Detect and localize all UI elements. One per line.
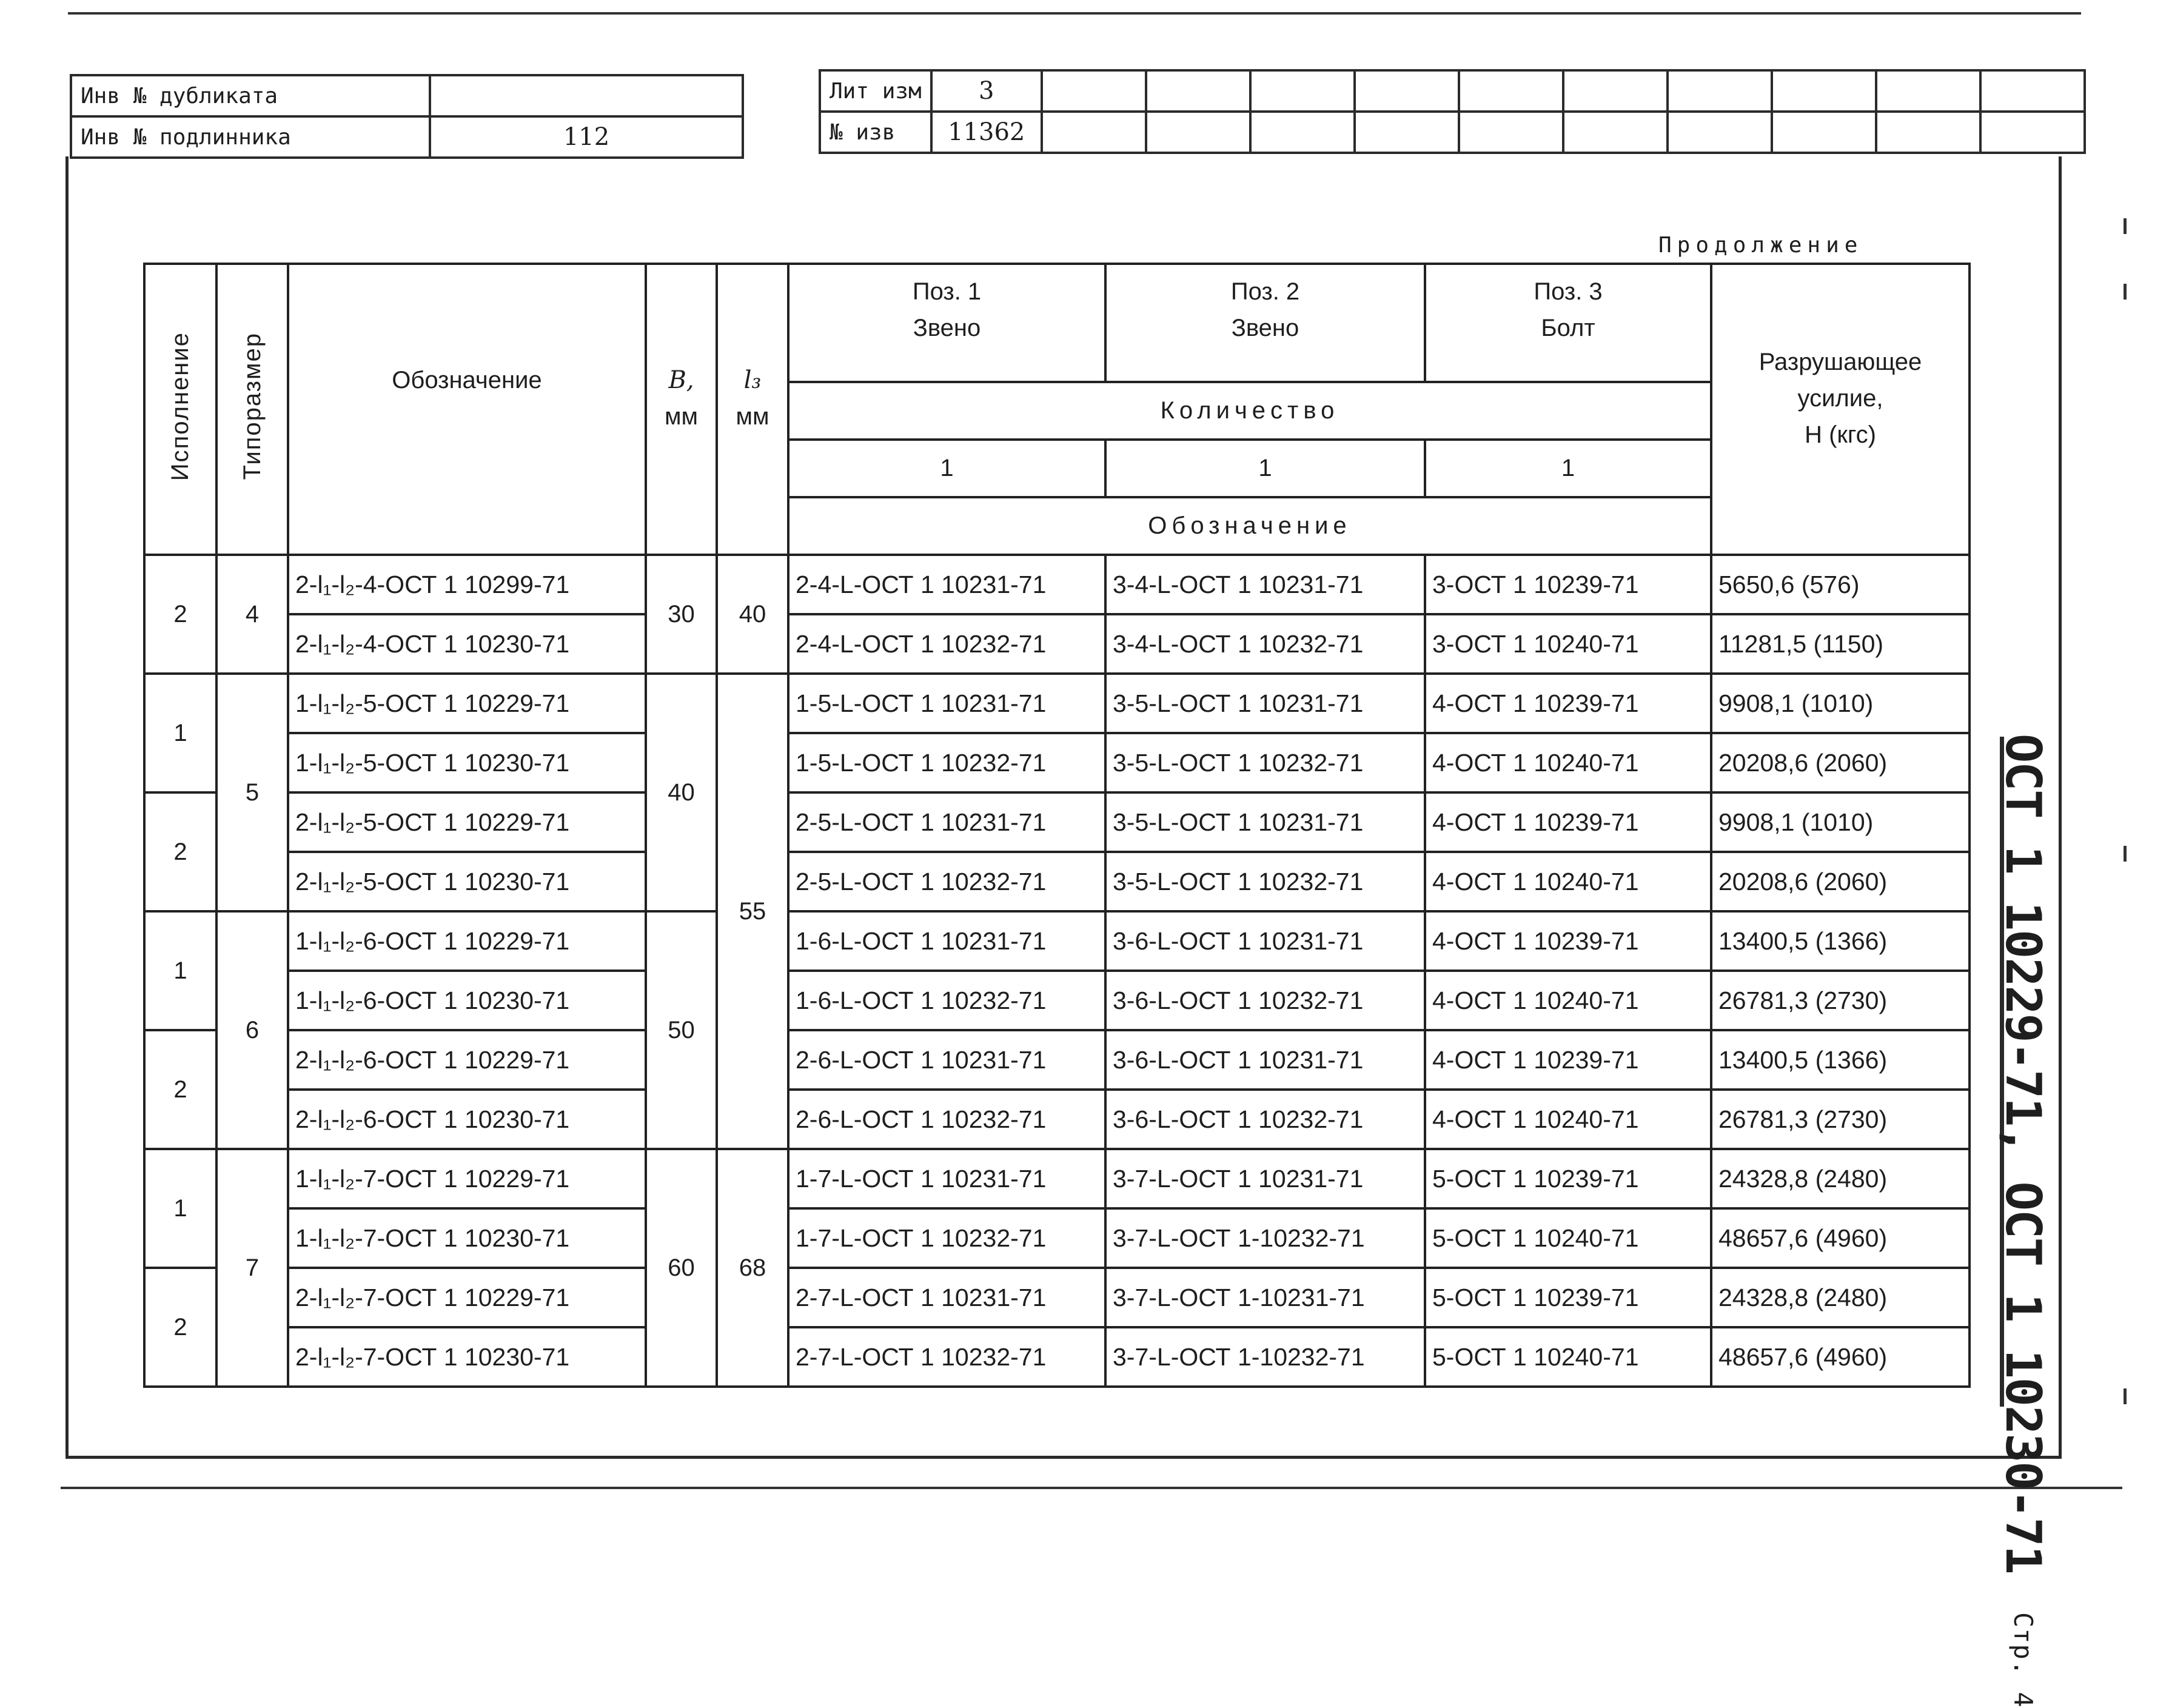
header-pos2 <box>1105 264 1425 382</box>
header-ispolnenie <box>144 264 216 555</box>
header-designation-sub: Обозначение <box>788 497 1711 555</box>
stamp-label: № изв <box>820 112 931 153</box>
cell-pos3: 4-ОСТ 1 10239-71 <box>1425 792 1711 852</box>
cell-force: 9908,1 (1010) <box>1711 792 1970 852</box>
stamp-empty-cell <box>1876 70 1980 112</box>
cell-pos3: 4-ОСТ 1 10239-71 <box>1425 674 1711 733</box>
stamp-label: Лит изм <box>820 70 931 112</box>
cell-designation: 2-l₁-l₂-5-ОСТ 1 10230-71 <box>288 852 646 911</box>
specification-table <box>143 263 1971 1388</box>
cell-pos2: 3-4-L-ОСТ 1 10232-71 <box>1105 614 1425 674</box>
stamp-row-lit <box>820 70 2085 112</box>
cell-force: 9908,1 (1010) <box>1711 674 1970 733</box>
stamp-empty-cell <box>1668 112 1772 153</box>
cell-force: 20208,6 (2060) <box>1711 852 1970 911</box>
header-pos3-title: Поз. 3 <box>1534 278 1603 305</box>
margin-tick <box>2124 846 2127 862</box>
header-qty3: 1 <box>1425 440 1711 497</box>
stamp-left <box>70 74 744 159</box>
cell-b: 30 <box>646 555 717 674</box>
cell-pos2: 3-7-L-ОСТ 1-10232-71 <box>1105 1327 1425 1387</box>
cell-force: 48657,6 (4960) <box>1711 1208 1970 1268</box>
stamp-right <box>819 69 2086 154</box>
cell-pos1: 2-5-L-ОСТ 1 10232-71 <box>788 852 1105 911</box>
header-l3 <box>717 264 788 555</box>
header-quantity: Количество <box>788 382 1711 440</box>
header-pos1 <box>788 264 1105 382</box>
cell-designation: 2-l₁-l₂-5-ОСТ 1 10229-71 <box>288 792 646 852</box>
cell-pos2: 3-6-L-ОСТ 1 10231-71 <box>1105 1030 1425 1090</box>
cell-force: 20208,6 (2060) <box>1711 733 1970 792</box>
table-row <box>144 852 1970 911</box>
cell-designation: 1-l₁-l₂-6-ОСТ 1 10229-71 <box>288 911 646 971</box>
header-tiporazmer-label: Типоразмер <box>238 332 266 480</box>
cell-pos2: 3-6-L-ОСТ 1 10231-71 <box>1105 911 1425 971</box>
stamp-row-original <box>71 116 743 158</box>
stamp-empty-cell <box>1772 70 1876 112</box>
header-pos2-name: Звено <box>1231 315 1299 341</box>
cell-pos1: 2-6-L-ОСТ 1 10231-71 <box>788 1030 1105 1090</box>
cell-ispolnenie: 2 <box>144 1030 216 1149</box>
cell-pos3: 5-ОСТ 1 10239-71 <box>1425 1149 1711 1208</box>
stamp-empty-cell <box>1459 112 1563 153</box>
cell-pos1: 1-6-L-ОСТ 1 10231-71 <box>788 911 1105 971</box>
header-b <box>646 264 717 555</box>
header-force-line2: усилие, <box>1797 385 1883 412</box>
stamp-empty-cell <box>1876 112 1980 153</box>
stamp-empty-cell <box>1146 70 1250 112</box>
cell-designation: 1-l₁-l₂-7-ОСТ 1 10229-71 <box>288 1149 646 1208</box>
cell-pos2: 3-5-L-ОСТ 1 10232-71 <box>1105 852 1425 911</box>
stamp-empty-cell <box>1668 70 1772 112</box>
cell-pos3: 4-ОСТ 1 10240-71 <box>1425 1090 1711 1149</box>
cell-force: 13400,5 (1366) <box>1711 911 1970 971</box>
cell-pos2: 3-6-L-ОСТ 1 10232-71 <box>1105 1090 1425 1149</box>
cell-pos3: 5-ОСТ 1 10240-71 <box>1425 1208 1711 1268</box>
stamp-label: Инв № подлинника <box>71 116 430 158</box>
cell-pos2: 3-7-L-ОСТ 1-10231-71 <box>1105 1268 1425 1327</box>
cell-designation: 2-l₁-l₂-7-ОСТ 1 10229-71 <box>288 1268 646 1327</box>
table-row <box>144 1327 1970 1387</box>
cell-tiporazmer: 5 <box>216 674 288 911</box>
cell-pos3: 5-ОСТ 1 10240-71 <box>1425 1327 1711 1387</box>
stamp-empty-cell <box>1980 70 2085 112</box>
margin-tick <box>2124 218 2127 234</box>
header-qty1: 1 <box>788 440 1105 497</box>
cell-force: 5650,6 (576) <box>1711 555 1970 614</box>
cell-designation: 1-l₁-l₂-5-ОСТ 1 10230-71 <box>288 733 646 792</box>
table-row <box>144 674 1970 733</box>
side-document-number <box>1995 734 2051 1708</box>
cell-pos1: 2-4-L-ОСТ 1 10231-71 <box>788 555 1105 614</box>
continuation-label: Продолжение <box>1658 233 1863 258</box>
stamp-empty-cell <box>1042 70 1146 112</box>
stamp-value: 3 <box>931 70 1042 112</box>
stamp-empty-cell <box>1459 70 1563 112</box>
stamp-empty-cell <box>1563 70 1668 112</box>
cell-pos2: 3-7-L-ОСТ 1-10232-71 <box>1105 1208 1425 1268</box>
cell-tiporazmer: 7 <box>216 1149 288 1387</box>
header-force-line3: Н (кгс) <box>1805 421 1876 448</box>
header-l3-unit: мм <box>736 403 769 430</box>
cell-pos2: 3-6-L-ОСТ 1 10232-71 <box>1105 971 1425 1030</box>
cell-pos1: 1-7-L-ОСТ 1 10231-71 <box>788 1149 1105 1208</box>
table-row <box>144 1149 1970 1208</box>
cell-pos1: 1-5-L-ОСТ 1 10232-71 <box>788 733 1105 792</box>
stamp-empty-cell <box>1355 112 1459 153</box>
stamp-empty-cell <box>1772 112 1876 153</box>
cell-force: 24328,8 (2480) <box>1711 1149 1970 1208</box>
cell-ispolnenie: 2 <box>144 792 216 911</box>
cell-force: 13400,5 (1366) <box>1711 1030 1970 1090</box>
header-b-label: В, <box>668 366 694 394</box>
cell-tiporazmer: 4 <box>216 555 288 674</box>
margin-tick <box>2124 1388 2127 1404</box>
cell-l3: 40 <box>717 555 788 674</box>
stamp-empty-cell <box>1250 70 1355 112</box>
header-tiporazmer <box>216 264 288 555</box>
header-pos3-name: Болт <box>1541 315 1595 341</box>
cell-pos3: 5-ОСТ 1 10239-71 <box>1425 1268 1711 1327</box>
stamp-row-duplicate <box>71 75 743 116</box>
cell-b: 50 <box>646 911 717 1149</box>
cell-designation: 1-l₁-l₂-5-ОСТ 1 10229-71 <box>288 674 646 733</box>
cell-pos1: 2-7-L-ОСТ 1 10231-71 <box>788 1268 1105 1327</box>
cell-pos3: 4-ОСТ 1 10239-71 <box>1425 1030 1711 1090</box>
cell-pos3: 3-ОСТ 1 10239-71 <box>1425 555 1711 614</box>
stamp-empty-cell <box>1042 112 1146 153</box>
cell-pos1: 2-7-L-ОСТ 1 10232-71 <box>788 1327 1105 1387</box>
cell-designation: 1-l₁-l₂-6-ОСТ 1 10230-71 <box>288 971 646 1030</box>
header-pos1-title: Поз. 1 <box>912 278 982 305</box>
bottom-rule <box>61 1487 2122 1489</box>
stamp-label: Инв № дубликата <box>71 75 430 116</box>
table-row <box>144 1090 1970 1149</box>
header-qty2: 1 <box>1105 440 1425 497</box>
cell-ispolnenie: 2 <box>144 555 216 674</box>
cell-designation: 2-l₁-l₂-6-ОСТ 1 10229-71 <box>288 1030 646 1090</box>
cell-ispolnenie: 1 <box>144 911 216 1030</box>
stamp-empty-cell <box>1563 112 1668 153</box>
header-pos2-title: Поз. 2 <box>1230 278 1300 305</box>
cell-pos3: 3-ОСТ 1 10240-71 <box>1425 614 1711 674</box>
table-row <box>144 733 1970 792</box>
cell-b: 40 <box>646 674 717 911</box>
table-row <box>144 911 1970 971</box>
page-number: Стр. 4 <box>2008 1612 2038 1708</box>
cell-force: 11281,5 (1150) <box>1711 614 1970 674</box>
cell-l3: 68 <box>717 1149 788 1387</box>
cell-pos1: 1-5-L-ОСТ 1 10231-71 <box>788 674 1105 733</box>
cell-designation: 2-l₁-l₂-4-ОСТ 1 10299-71 <box>288 555 646 614</box>
cell-designation: 2-l₁-l₂-7-ОСТ 1 10230-71 <box>288 1327 646 1387</box>
cell-force: 24328,8 (2480) <box>1711 1268 1970 1327</box>
stamp-value: 11362 <box>931 112 1042 153</box>
table-row <box>144 1030 1970 1090</box>
cell-pos2: 3-4-L-ОСТ 1 10231-71 <box>1105 555 1425 614</box>
header-b-unit: мм <box>665 403 698 430</box>
cell-designation: 1-l₁-l₂-7-ОСТ 1 10230-71 <box>288 1208 646 1268</box>
table-row <box>144 555 1970 614</box>
margin-tick <box>2124 284 2127 300</box>
stamp-empty-cell <box>1980 112 2085 153</box>
stamp-value: 112 <box>430 116 743 158</box>
cell-pos3: 4-ОСТ 1 10240-71 <box>1425 852 1711 911</box>
cell-tiporazmer: 6 <box>216 911 288 1149</box>
cell-pos2: 3-7-L-ОСТ 1 10231-71 <box>1105 1149 1425 1208</box>
stamp-row-notice <box>820 112 2085 153</box>
cell-pos1: 1-6-L-ОСТ 1 10232-71 <box>788 971 1105 1030</box>
table-row <box>144 971 1970 1030</box>
cell-pos2: 3-5-L-ОСТ 1 10231-71 <box>1105 674 1425 733</box>
stamp-value <box>430 75 743 116</box>
table-row <box>144 792 1970 852</box>
cell-designation: 2-l₁-l₂-6-ОСТ 1 10230-71 <box>288 1090 646 1149</box>
side-title: ОСТ 1 10229-71, ОСТ 1 10230-71 <box>1995 734 2051 1573</box>
cell-pos2: 3-5-L-ОСТ 1 10232-71 <box>1105 733 1425 792</box>
stamp-empty-cell <box>1250 112 1355 153</box>
cell-force: 48657,6 (4960) <box>1711 1327 1970 1387</box>
cell-pos1: 2-5-L-ОСТ 1 10231-71 <box>788 792 1105 852</box>
cell-ispolnenie: 1 <box>144 1149 216 1268</box>
header-designation: Обозначение <box>288 264 646 555</box>
cell-pos1: 2-4-L-ОСТ 1 10232-71 <box>788 614 1105 674</box>
cell-force: 26781,3 (2730) <box>1711 971 1970 1030</box>
table-row <box>144 614 1970 674</box>
header-l3-label: l₃ <box>743 366 762 394</box>
header-row <box>144 264 1970 382</box>
cell-pos1: 1-7-L-ОСТ 1 10232-71 <box>788 1208 1105 1268</box>
cell-designation: 2-l₁-l₂-4-ОСТ 1 10230-71 <box>288 614 646 674</box>
stamp-empty-cell <box>1146 112 1250 153</box>
cell-pos3: 4-ОСТ 1 10240-71 <box>1425 971 1711 1030</box>
cell-pos2: 3-5-L-ОСТ 1 10231-71 <box>1105 792 1425 852</box>
header-force <box>1711 264 1970 555</box>
header-pos1-name: Звено <box>913 315 981 341</box>
cell-force: 26781,3 (2730) <box>1711 1090 1970 1149</box>
top-rule <box>68 12 2081 15</box>
header-pos3 <box>1425 264 1711 382</box>
cell-pos3: 4-ОСТ 1 10240-71 <box>1425 733 1711 792</box>
cell-ispolnenie: 1 <box>144 674 216 792</box>
stamp-empty-cell <box>1355 70 1459 112</box>
header-force-line1: Разрушающее <box>1758 349 1922 375</box>
cell-b: 60 <box>646 1149 717 1387</box>
cell-l3: 55 <box>717 674 788 1149</box>
table-row <box>144 1268 1970 1327</box>
cell-ispolnenie: 2 <box>144 1268 216 1387</box>
table-row <box>144 1208 1970 1268</box>
header-ispolnenie-label: Исполнение <box>167 331 193 481</box>
cell-pos1: 2-6-L-ОСТ 1 10232-71 <box>788 1090 1105 1149</box>
cell-pos3: 4-ОСТ 1 10239-71 <box>1425 911 1711 971</box>
